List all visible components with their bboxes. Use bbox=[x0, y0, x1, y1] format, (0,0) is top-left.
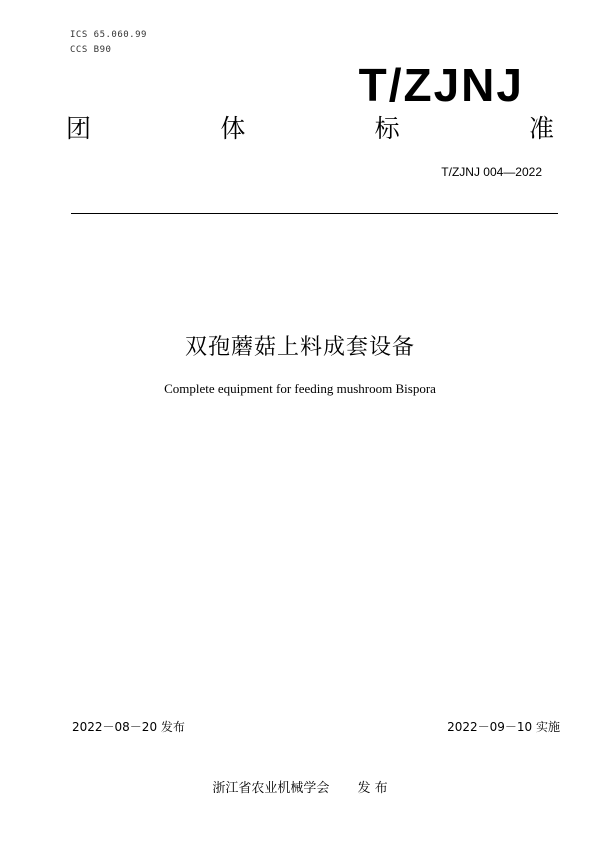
ccs-code: CCS B90 bbox=[70, 45, 112, 55]
document-title-english: Complete equipment for feeding mushroom Bispora bbox=[164, 381, 436, 396]
standard-type-char: 准 bbox=[528, 114, 554, 143]
standard-number: T/ZJNJ 004—2022 bbox=[441, 165, 542, 179]
standard-type-char: 团 bbox=[66, 114, 92, 143]
publisher-line bbox=[0, 777, 600, 796]
publish-label: 发 布 bbox=[357, 781, 388, 796]
document-title-chinese: 双孢蘑菇上料成套设备 bbox=[184, 335, 415, 360]
standard-brand: T/ZJNJ bbox=[358, 59, 524, 111]
standard-type-heading bbox=[66, 116, 554, 141]
issue-date: 2022－08－20 发布 bbox=[72, 720, 185, 734]
header-divider bbox=[71, 213, 558, 214]
implementation-date: 2022－09－10 实施 bbox=[447, 720, 560, 734]
standard-type-char: 体 bbox=[220, 114, 246, 143]
publisher-name: 浙江省农业机械学会 bbox=[212, 781, 330, 796]
standard-type-char: 标 bbox=[374, 114, 400, 143]
ics-code: ICS 65.060.99 bbox=[70, 30, 147, 40]
